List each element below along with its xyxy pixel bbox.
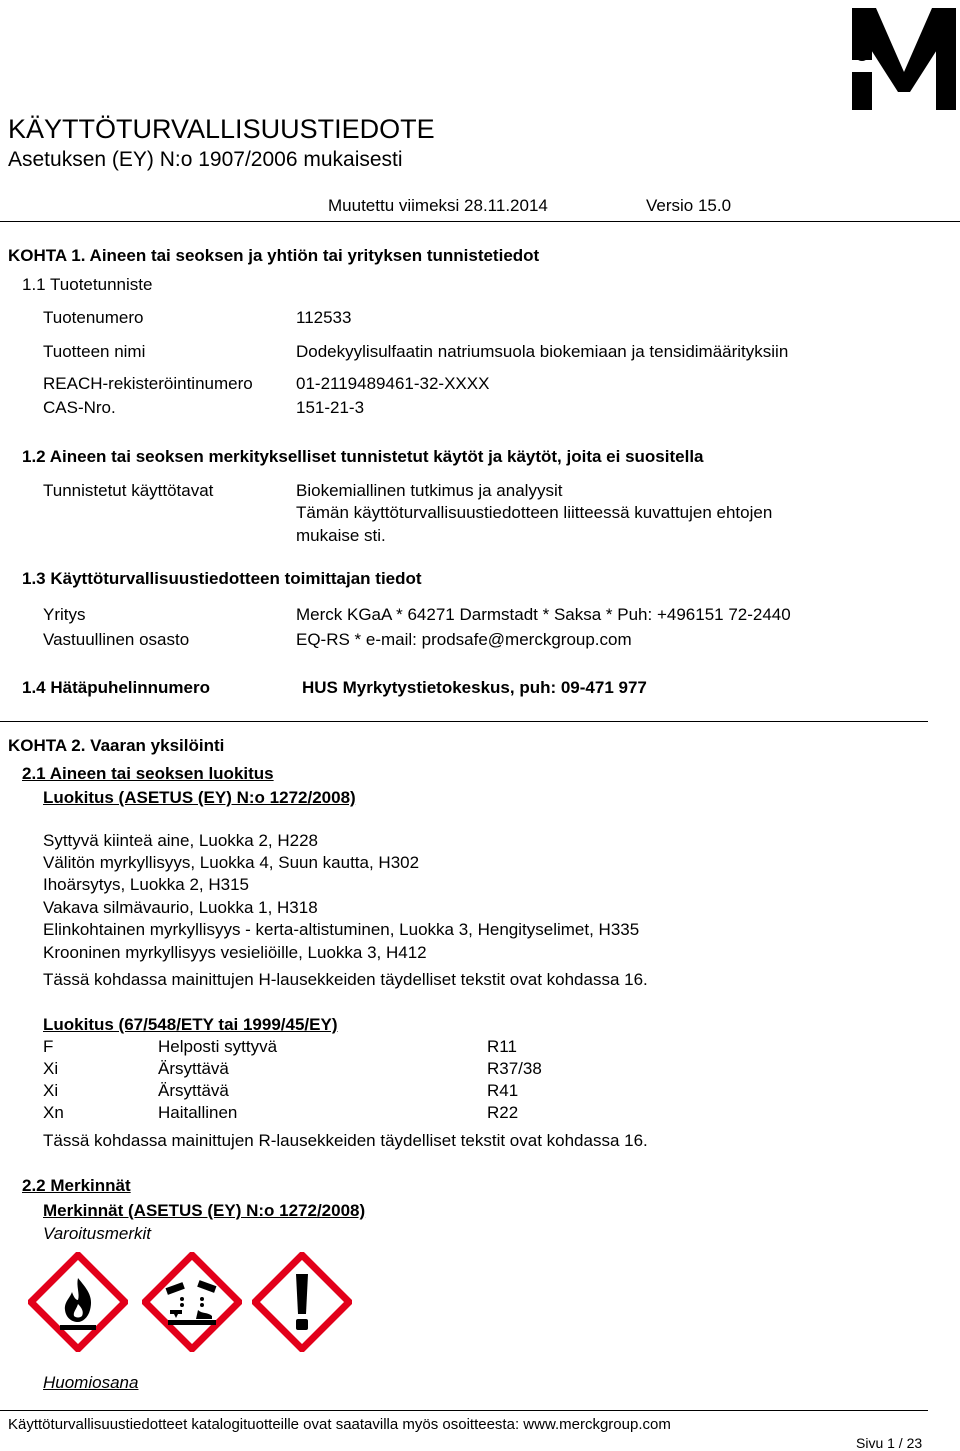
hazard-class-item: Krooninen myrkyllisyys vesieliöille, Luokka 3, H412	[43, 943, 427, 962]
footer-divider	[0, 1410, 928, 1411]
version: Versio 15.0	[646, 196, 732, 215]
identified-uses-label: Tunnistetut käyttötavat	[43, 481, 214, 500]
s14-heading: 1.4 Hätäpuhelinnumero	[22, 678, 210, 697]
hazard-class-item: Välitön myrkyllisyys, Luokka 4, Suun kautta, H302	[43, 853, 420, 872]
document-title: KÄYTTÖTURVALLISUUSTIEDOTE	[8, 114, 435, 144]
s13-heading: 1.3 Käyttöturvallisuustiedotteen toimittajan tiedot	[22, 569, 422, 588]
signal-word-label: Huomiosana	[43, 1373, 139, 1392]
footer-text: Käyttöturvallisuustiedotteet katalogituotteille ovat saatavilla myös osoitteesta: www.merckgroup.com	[8, 1416, 671, 1433]
dsd-name: Helposti syttyvä	[158, 1037, 278, 1056]
dsd-name: Haitallinen	[158, 1103, 238, 1122]
dsd-risk: R22	[487, 1103, 519, 1122]
pictograms-label: Varoitusmerkit	[43, 1224, 152, 1243]
product-name-value: Dodekyylisulfaatin natriumsuola biokemiaan ja tensidimäärityksiin	[296, 342, 789, 361]
hazard-class-item: Ihoärsytys, Luokka 2, H315	[43, 875, 250, 894]
dsd-risk: R11	[487, 1037, 517, 1056]
hazard-class-item: Elinkohtainen myrkyllisyys - kerta-altistuminen, Luokka 3, Hengityselimet, H335	[43, 920, 640, 939]
company-label: Yritys	[43, 605, 86, 624]
section1-heading: KOHTA 1. Aineen tai seoksen ja yhtiön tai yrityksen tunnistetiedot	[8, 246, 540, 265]
page-number: Sivu 1 / 23	[856, 1435, 923, 1451]
s12-heading: 1.2 Aineen tai seoksen merkitykselliset tunnistetut käytöt ja käytöt, joita ei suositella	[22, 447, 704, 466]
s21-heading: 2.1 Aineen tai seoksen luokitus	[22, 764, 274, 783]
cas-number-label: CAS-Nro.	[43, 398, 116, 417]
section-divider	[0, 721, 928, 722]
dsd-risk: R37/38	[487, 1059, 542, 1078]
cas-number-value: 151-21-3	[296, 398, 365, 417]
dsd-name: Ärsyttävä	[158, 1059, 229, 1078]
dsd-symbol: F	[43, 1037, 54, 1056]
product-name-label: Tuotteen nimi	[43, 342, 146, 361]
dsd-symbol: Xi	[43, 1081, 59, 1100]
emergency-phone-value: HUS Myrkytystietokeskus, puh: 09-471 977	[302, 678, 647, 697]
corrosion-icon	[142, 1252, 242, 1352]
product-number-label: Tuotenumero	[43, 308, 144, 327]
h-statements-note: Tässä kohdassa mainittujen H-lausekkeiden täydelliset tekstit ovat kohdassa 16.	[43, 970, 648, 989]
s22-heading: 2.2 Merkinnät	[22, 1176, 131, 1195]
document-subtitle: Asetuksen (EY) N:o 1907/2006 mukaisesti	[8, 148, 403, 171]
department-label: Vastuullinen osasto	[43, 630, 190, 649]
merck-logo	[850, 0, 960, 120]
r-statements-note: Tässä kohdassa mainittujen R-lausekkeiden täydelliset tekstit ovat kohdassa 16.	[43, 1131, 648, 1150]
hazard-class-item: Vakava silmävaurio, Luokka 1, H318	[43, 898, 318, 917]
department-value: EQ-RS * e-mail: prodsafe@merckgroup.com	[296, 630, 632, 649]
dsd-name: Ärsyttävä	[158, 1081, 229, 1100]
hazard-class-item: Syttyvä kiinteä aine, Luokka 2, H228	[43, 831, 318, 850]
company-value: Merck KGaA * 64271 Darmstadt * Saksa * Puh: +496151 72-2440	[296, 605, 791, 624]
s11-heading: 1.1 Tuotetunniste	[22, 275, 153, 294]
product-number-value: 112533	[296, 308, 352, 327]
dsd-symbol: Xi	[43, 1059, 59, 1078]
reach-number-label: REACH-rekisteröintinumero	[43, 374, 253, 393]
exclamation-mark-icon	[252, 1252, 352, 1352]
dsd-symbol: Xn	[43, 1103, 64, 1122]
clp-classification-heading: Luokitus (ASETUS (EY) N:o 1272/2008)	[43, 788, 356, 807]
flame-icon	[28, 1252, 128, 1352]
identified-uses-line: mukaise sti.	[296, 526, 386, 545]
header-divider	[0, 221, 960, 222]
reach-number-value: 01-2119489461-32-XXXX	[296, 374, 490, 393]
clp-labelling-heading: Merkinnät (ASETUS (EY) N:o 1272/2008)	[43, 1201, 366, 1220]
dsd-classification-heading: Luokitus (67/548/ETY tai 1999/45/EY)	[43, 1015, 338, 1034]
dsd-risk: R41	[487, 1081, 519, 1100]
identified-uses-line: Tämän käyttöturvallisuustiedotteen liitteessä kuvattujen ehtojen	[296, 503, 773, 522]
identified-uses-line: Biokemiallinen tutkimus ja analyysit	[296, 481, 563, 500]
last-modified: Muutettu viimeksi 28.11.2014	[328, 196, 548, 215]
section2-heading: KOHTA 2. Vaaran yksilöinti	[8, 736, 225, 755]
